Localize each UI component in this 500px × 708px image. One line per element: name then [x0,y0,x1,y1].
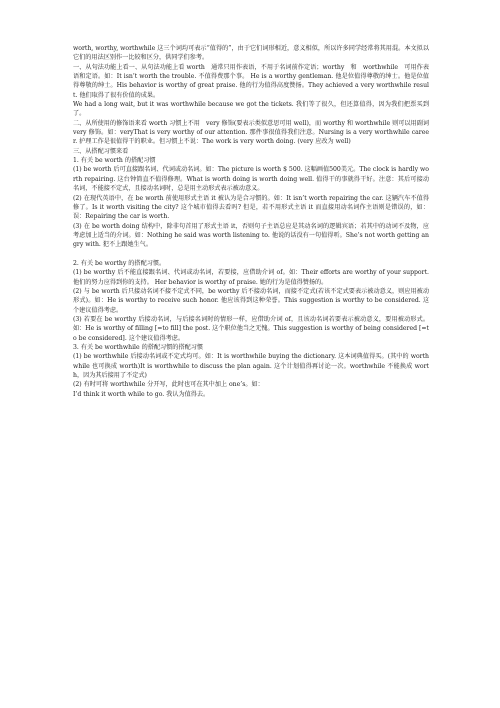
paragraph-be-worthy-2: (2) 与 be worth 后只接动名词不接不定式不同，be worthy 后不接动名词，而接不定式(若该不定式要表示被动意义，则应用被动形式)。如：He is worthy to receive such honor. 他应该得到这种荣誉。This suggestion is worthy to be considered. 这个建议值得考虑。 [73,287,429,314]
paragraph-final-example: I’d think it worth while to go. 我认为值得去。 [73,390,210,398]
subheading-be-worthwhile: 3. 有关 be worthwhile 的搭配习惯的搭配习惯 [73,344,204,351]
paragraph-be-worth-2: (2) 在现代英语中，在 be worth 前使用形式主语 it 被认为是合习惯的。如：It isn’t worth repairing the car. 这辆汽车不值得修了。Is it worth visiting the city? 这个城市值得去看吗? 但是，若不用形式主语 it 而直接用动名词作主语则是错误的，如：误：Repairing the car is worth. [73,194,429,221]
paragraph-be-worthwhile-2: (2) 有时可将 worthwhile 分开写，此时也可在其中加上 one’s。如： [73,381,264,389]
subheading-be-worth: 1. 有关 be worth 的搭配习惯 [73,157,156,165]
paragraph-be-worth-1: (1) be worth 后可直接跟名词、代词或动名词。如：The picture is worth $ 500. 这幅画值500美元。The clock is hardly worth repairing. 这台钟简直不值得修理。What is worth doing is worth doing well. 值得干的事就得干好。注意：其后可接动名词，不能接不定式，且接动名词时，总是用主动形式表示被动意义。 [73,166,429,193]
subheading-be-worthy: 2. 有关 be worthy 的搭配习惯。 [73,259,166,267]
paragraph-intro: worth, worthy, worthwhile 这三个词均可表示“值得的”，由于它们词形相近，意义相似，所以许多同学经常将其用混。本文拟以它们的用法区别作一比较和区分，供同学们参考。 [73,45,429,62]
paragraph-be-worthy-1: (1) be worthy 后不能直接跟名词、代词或动名词，若要接，应借助介词 of。如：Their efforts are worthy of your support. 他们的努力应得到你的支持。 Her behavior is worthy of praise. 她的行为是值得赞扬的。 [73,269,429,286]
paragraph-be-worth-3: (3) 在 be worth doing 结构中，除非句首用了形式主语 it，否则句子主语总应是其动名词的逻辑宾语；若其中的动词不及物，应考虑加上适当的介词。如：Nothing he said was worth listening to. 他说的话没有一句值得听。She’s not worth getting angry with. 犯不上跟她生气。 [73,222,429,249]
paragraph-be-worthy-3: (3) 若要在 be worthy 后接动名词，与后接名词时的情形一样，应借助介词 of，且该动名词若要表示被动意义，要用被动形式。如：He is worthy of filling [=to fill] the post. 这个职位他当之无愧。This suggestion is worthy of being considered [=to be considered]. 这个建议值得考虑。 [73,315,429,342]
document-body [73,44,429,399]
paragraph-example-wait: We had a long wait, but it was worthwhile because we got the tickets. 我们等了很久，但还算值得，因为我们把票买到了。 [73,101,429,118]
paragraph-syntax: 一、从句法功能上看一、从句法功能上看 worth 通常只用作表语，不用于名词前作定语；worthy 和 worthwhile 可用作表语和定语。如：It isn’t worth the trouble. 不值得费那个事。 He is a worthy gentleman. 他是位值得尊敬的绅士。他是位值得尊敬的绅士。His behavior is worthy of great praise. 他的行为值得高度赞扬。They achieved a very worthwhile result. 他们取得了很有价值的成果。 [73,63,429,99]
section-heading-collocation: 三、从搭配习惯来看 [73,147,129,155]
paragraph-be-worthwhile-1: (1) be worthwhile 后接动名词或不定式均可。如：It is worthwhile buying the dictionary. 这本词典值得买。(其中的 worthwhile 也可换成 worth)It is worthwhile to discuss the plan again. 这个计划值得再讨论一次。worthwhile 不能换成 worth，因为其后接用了不定式) [73,353,429,380]
blank-line [73,250,429,259]
paragraph-modifiers: 二、从所使用的修饰语来看 worth 习惯上不用 very 修饰(要表示类似意思可用 well)，而 worthy 和 worthwhile 则可以用副词 very 修饰。如：veryThat is very worthy of our attention. 那件事很值得我们注意。Nursing is a very worthwhile career. 护理工作是很值得干的职业。但习惯上不说：The work is very worth doing. (very 应改为 well) [73,119,429,146]
